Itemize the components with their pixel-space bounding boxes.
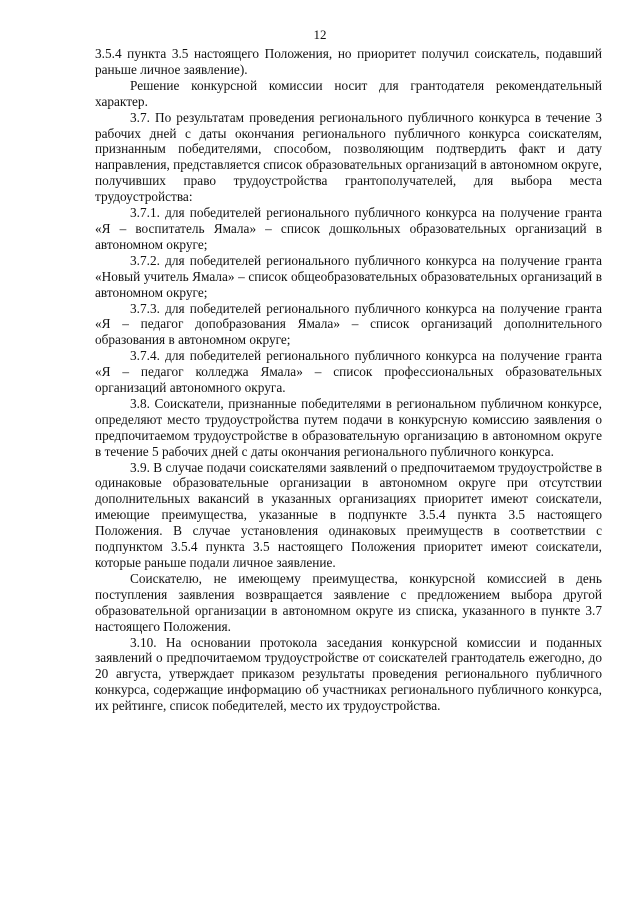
paragraph-3-5-4-continuation: 3.5.4 пункта 3.5 настоящего Положения, но приоритет получил соискатель, подавший раньше личное заявление).	[95, 46, 602, 77]
paragraph-3-9: 3.9. В случае подачи соискателями заявлений о предпочитаемом трудоустройстве в одинаковые образовательные организации в автономном округе при отсутствии дополнительных вакансий в указанных организациях приоритет имеют соискатели, имеющие преимущества, указанные в подпункте 3.5.4 пункта 3.5 настоящего Положения. В случае установления одинаковых преимуществ в соответствии с подпунктом 3.5.4 пункта 3.5 настоящего Положения приоритет имеют соискатели, которые раньше подали личное заявление.	[95, 459, 602, 570]
paragraph-3-7-1: 3.7.1. для победителей регионального публичного конкурса на получение гранта «Я – воспитатель Ямала» – список дошкольных образовательных организаций в автономном округе;	[95, 205, 602, 252]
paragraph-commission-decision: Решение конкурсной комиссии носит для грантодателя рекомендательный характер.	[95, 77, 602, 109]
paragraph-3-8: 3.8. Соискатели, признанные победителями в региональном публичном конкурсе, определяют место трудоустройства путем подачи в конкурсную комиссию заявления о предпочитаемом трудоустройстве в образовательную организацию в автономном округе в течение 5 рабочих дней с даты окончания регионального публичного конкурса.	[95, 395, 602, 459]
paragraph-3-7-2: 3.7.2. для победителей регионального публичного конкурса на получение гранта «Новый учитель Ямала» – список общеобразовательных образовательных организаций в автономном округе;	[95, 252, 602, 300]
paragraph-no-advantage: Соискателю, не имеющему преимущества, конкурсной комиссией в день поступления заявления возвращается заявление с предложением выбора другой образовательной организации в автономном округе из списка, указанного в пункте 3.7 настоящего Положения.	[95, 570, 602, 634]
paragraph-3-7: 3.7. По результатам проведения регионального публичного конкурса в течение 3 рабочих дней с даты окончания регионального публичного конкурса соискателям, признанным победителями, способом, позволяющим подтвердить факт и дату направления, представляется список образовательных организаций в автономном округе, получивших право трудоустройства грантополучателей, для выбора места трудоустройства:	[95, 109, 602, 205]
document-body	[95, 46, 602, 714]
paragraph-3-7-4: 3.7.4. для победителей регионального публичного конкурса на получение гранта «Я – педагог колледжа Ямала» – список профессиональных образовательных организаций автономного округа.	[95, 348, 602, 396]
paragraph-3-7-3: 3.7.3. для победителей регионального публичного конкурса на получение гранта «Я – педагог допобразования Ямала» – список организаций дополнительного образования в автономном округе;	[95, 300, 602, 348]
paragraph-3-10: 3.10. На основании протокола заседания конкурсной комиссии и поданных заявлений о предпочитаемом трудоустройстве от соискателей грантодатель ежегодно, до 20 августа, утверждает приказом результаты проведения регионального публичного конкурса, содержащие информацию об участниках регионального публичного конкурса, их рейтинге, список победителей, место их трудоустройства.	[95, 634, 602, 714]
page-number: 12	[313, 27, 327, 42]
